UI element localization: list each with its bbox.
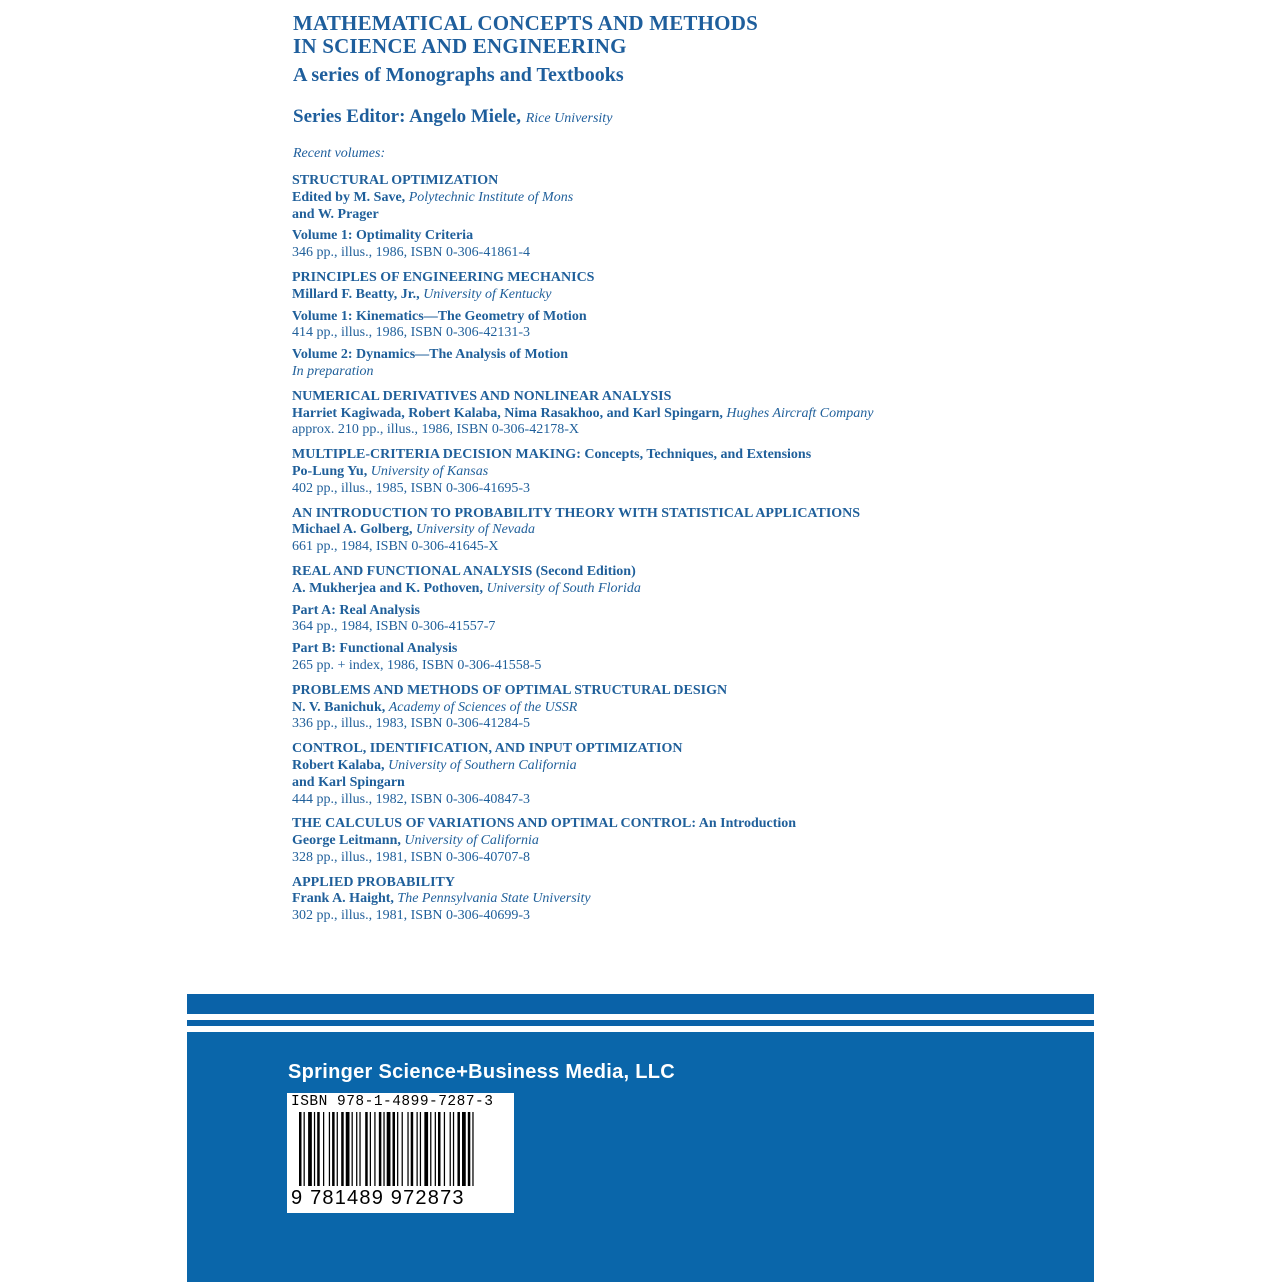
barcode-bar bbox=[352, 1112, 353, 1186]
book-volume bbox=[292, 309, 1052, 343]
book-entry bbox=[292, 447, 1052, 497]
volume-status: In preparation bbox=[292, 363, 374, 379]
barcode-bar bbox=[383, 1112, 384, 1186]
barcode-bar bbox=[359, 1112, 360, 1186]
isbn-label: ISBN 978-1-4899-7287-3 bbox=[291, 1094, 494, 1110]
barcode-bar bbox=[323, 1112, 324, 1186]
book-title: MULTIPLE-CRITERIA DECISION MAKING: Concepts, Techniques, and Extensions bbox=[292, 447, 812, 463]
book-volume bbox=[292, 228, 1052, 262]
barcode-bar bbox=[453, 1112, 454, 1186]
barcode-bar bbox=[379, 1112, 382, 1186]
book-authors bbox=[292, 190, 1052, 207]
book-entry bbox=[292, 683, 1052, 733]
barcode-bar bbox=[304, 1112, 305, 1186]
barcode-bar bbox=[450, 1112, 451, 1186]
book-affiliation: University of California bbox=[404, 833, 539, 849]
book-entry bbox=[292, 564, 1052, 675]
book-authors bbox=[292, 581, 1052, 598]
book-title: STRUCTURAL OPTIMIZATION bbox=[292, 173, 499, 188]
book-authors bbox=[292, 891, 1052, 908]
barcode-bar bbox=[424, 1112, 428, 1186]
barcode-bar bbox=[397, 1112, 398, 1186]
barcode-bar bbox=[308, 1112, 312, 1186]
book-affiliation: University of Nevada bbox=[416, 522, 536, 538]
cover-stripe bbox=[187, 994, 1094, 1014]
barcode-bar bbox=[341, 1112, 344, 1186]
book-affiliation: Polytechnic Institute of Mons bbox=[408, 189, 574, 205]
volume-publication-info: 364 pp., 1984, ISBN 0-306-41557-7 bbox=[292, 619, 496, 635]
volume-title: Volume 2: Dynamics—The Analysis of Motion bbox=[292, 347, 569, 363]
book-publication-info: 402 pp., illus., 1985, ISBN 0-306-41695-3 bbox=[292, 480, 530, 496]
book-title: PROBLEMS AND METHODS OF OPTIMAL STRUCTURAL DESIGN bbox=[292, 682, 728, 698]
barcode-bar bbox=[329, 1112, 330, 1186]
book-author: N. V. Banichuk, bbox=[292, 699, 386, 715]
volume-title: Volume 1: Kinematics—The Geometry of Motion bbox=[292, 308, 587, 324]
book-publication-info: 328 pp., illus., 1981, ISBN 0-306-40707-8 bbox=[292, 849, 530, 865]
book-title: REAL AND FUNCTIONAL ANALYSIS (Second Edition) bbox=[292, 563, 636, 579]
book-entry bbox=[292, 389, 1052, 439]
book-affiliation: University of Kansas bbox=[370, 463, 489, 479]
publisher-name: Springer Science+Business Media, LLC bbox=[288, 1061, 676, 1083]
book-author: Michael A. Golberg, bbox=[292, 522, 413, 538]
book-affiliation: The Pennsylvania State University bbox=[397, 891, 591, 907]
series-subtitle: A series of Monographs and Textbooks bbox=[293, 64, 624, 86]
barcode-bar bbox=[337, 1112, 338, 1186]
book-publication-info: 661 pp., 1984, ISBN 0-306-41645-X bbox=[292, 539, 499, 555]
book-entry bbox=[292, 741, 1052, 808]
barcode-bar bbox=[430, 1112, 431, 1186]
book-publication-info: approx. 210 pp., illus., 1986, ISBN 0-306-42178-X bbox=[292, 422, 579, 438]
barcode-bar bbox=[314, 1112, 315, 1186]
book-publication-info: 336 pp., illus., 1983, ISBN 0-306-41284-5 bbox=[292, 716, 530, 732]
book-affiliation: University of Kentucky bbox=[423, 286, 552, 302]
volume-publication-info: 346 pp., illus., 1986, ISBN 0-306-41861-4 bbox=[292, 245, 530, 261]
book-entry bbox=[292, 875, 1052, 925]
book-author: Po-Lung Yu, bbox=[292, 463, 368, 479]
barcode-bar bbox=[468, 1112, 471, 1186]
book-title: NUMERICAL DERIVATIVES AND NONLINEAR ANALYSIS bbox=[292, 388, 672, 404]
series-editor bbox=[293, 106, 612, 128]
barcode-bar bbox=[387, 1112, 391, 1186]
volume-title: Volume 1: Optimality Criteria bbox=[292, 228, 474, 244]
book-author: George Leitmann, bbox=[292, 833, 401, 849]
volume-title: Part A: Real Analysis bbox=[292, 602, 420, 618]
book-entry bbox=[292, 506, 1052, 556]
barcode-bar bbox=[435, 1112, 436, 1186]
editor-affiliation: Rice University bbox=[525, 111, 613, 126]
volume-title: Part B: Functional Analysis bbox=[292, 641, 458, 657]
barcode-bar bbox=[346, 1112, 350, 1186]
book-affiliation: University of Southern California bbox=[388, 757, 577, 773]
barcode-bar bbox=[299, 1112, 302, 1186]
book-author: Edited by M. Save, bbox=[292, 189, 406, 205]
cover-stripe-thin bbox=[187, 1020, 1094, 1026]
book-volume bbox=[292, 347, 1052, 381]
book-authors bbox=[292, 522, 1052, 539]
barcode-bar bbox=[407, 1112, 408, 1186]
book-authors bbox=[292, 406, 1052, 423]
book-title: AN INTRODUCTION TO PROBABILITY THEORY WITH STATISTICAL APPLICATIONS bbox=[292, 505, 861, 521]
editor-name: Angelo Miele, bbox=[409, 106, 521, 127]
barcode-bar bbox=[457, 1112, 460, 1186]
barcode-bar bbox=[370, 1112, 371, 1186]
book-title: THE CALCULUS OF VARIATIONS AND OPTIMAL CONTROL: An Introduction bbox=[292, 816, 797, 832]
barcode bbox=[287, 1093, 514, 1213]
book-entry bbox=[292, 816, 1052, 866]
book-affiliation: University of South Florida bbox=[486, 580, 641, 596]
barcode-bar bbox=[462, 1112, 466, 1186]
volume-list bbox=[292, 173, 1052, 933]
book-entry bbox=[292, 270, 1052, 381]
book-publication-info: 302 pp., illus., 1981, ISBN 0-306-40699-3 bbox=[292, 908, 530, 924]
book-coauthor: and Karl Spingarn bbox=[292, 774, 405, 790]
series-title-line1: MATHEMATICAL CONCEPTS AND METHODS bbox=[293, 11, 758, 35]
barcode-bar bbox=[472, 1112, 473, 1186]
book-affiliation: Academy of Sciences of the USSR bbox=[388, 699, 578, 715]
barcode-bars bbox=[299, 1112, 503, 1186]
barcode-bar bbox=[444, 1112, 445, 1186]
barcode-bar bbox=[356, 1112, 357, 1186]
series-title-line2: IN SCIENCE AND ENGINEERING bbox=[293, 34, 627, 58]
barcode-bar bbox=[317, 1112, 320, 1186]
barcode-bar bbox=[411, 1112, 414, 1186]
barcode-bar bbox=[420, 1112, 421, 1186]
series-title bbox=[293, 12, 758, 58]
book-authors bbox=[292, 464, 1052, 481]
book-authors bbox=[292, 287, 1052, 304]
barcode-bar bbox=[365, 1112, 368, 1186]
barcode-bar bbox=[393, 1112, 396, 1186]
book-entry bbox=[292, 173, 1052, 262]
barcode-bar bbox=[332, 1112, 335, 1186]
book-publication-info: 444 pp., illus., 1982, ISBN 0-306-40847-3 bbox=[292, 791, 530, 807]
book-author: Millard F. Beatty, Jr., bbox=[292, 286, 420, 302]
book-title: APPLIED PROBABILITY bbox=[292, 874, 455, 890]
book-author: Frank A. Haight, bbox=[292, 891, 394, 907]
book-authors bbox=[292, 700, 1052, 717]
book-coauthor: and W. Prager bbox=[292, 206, 379, 222]
book-title: PRINCIPLES OF ENGINEERING MECHANICS bbox=[292, 269, 595, 285]
book-authors bbox=[292, 758, 1052, 775]
volume-publication-info: 414 pp., illus., 1986, ISBN 0-306-42131-3 bbox=[292, 325, 530, 341]
book-affiliation: Hughes Aircraft Company bbox=[726, 405, 874, 421]
editor-label: Series Editor: bbox=[293, 106, 406, 127]
book-author: A. Mukherjea and K. Pothoven, bbox=[292, 580, 483, 596]
book-volume bbox=[292, 641, 1052, 675]
barcode-bar bbox=[417, 1112, 418, 1186]
barcode-bar bbox=[374, 1112, 375, 1186]
book-volume bbox=[292, 603, 1052, 637]
book-author: Robert Kalaba, bbox=[292, 757, 385, 773]
recent-volumes-label: Recent volumes: bbox=[293, 146, 386, 161]
isbn-digits: 9 781489 972873 bbox=[291, 1187, 465, 1209]
book-author: Harriet Kagiwada, Robert Kalaba, Nima Rasakhoo, and Karl Spingarn, bbox=[292, 405, 723, 421]
book-authors bbox=[292, 833, 1052, 850]
book-title: CONTROL, IDENTIFICATION, AND INPUT OPTIMIZATION bbox=[292, 741, 683, 757]
barcode-bar bbox=[402, 1112, 403, 1186]
volume-publication-info: 265 pp. + index, 1986, ISBN 0-306-41558-5 bbox=[292, 657, 542, 673]
barcode-bar bbox=[438, 1112, 441, 1186]
